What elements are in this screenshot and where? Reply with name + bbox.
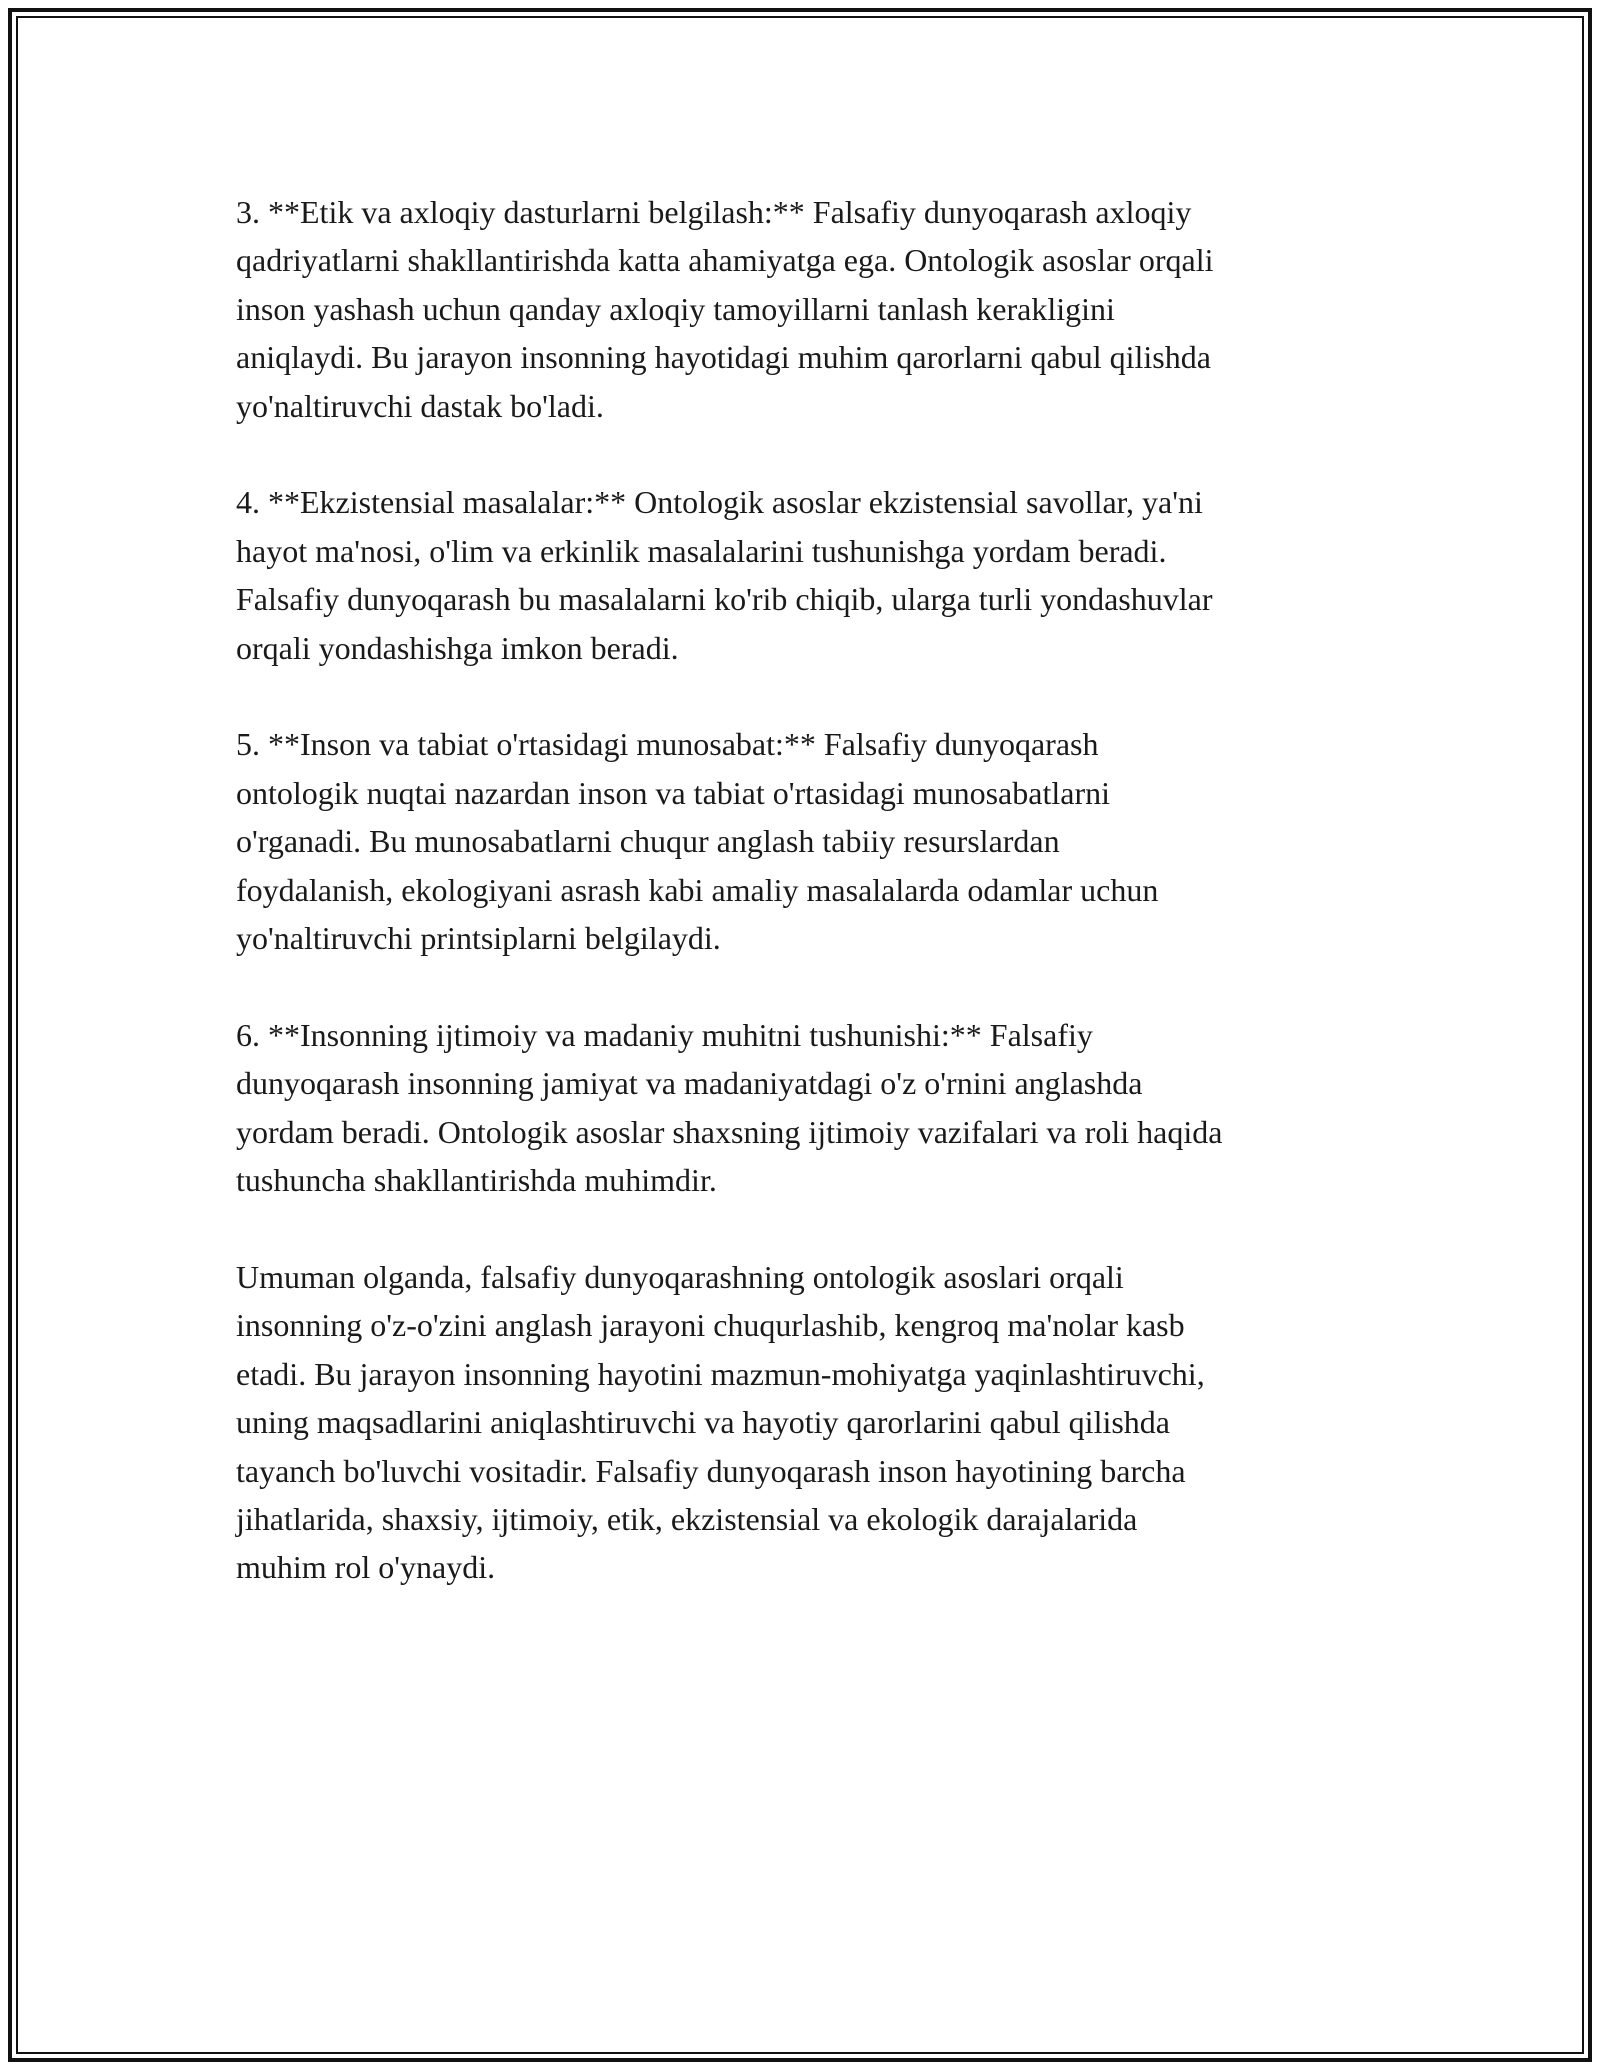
text-line: 4. **Ekzistensial masalalar:** Ontologik asoslar ekzistensial savollar, ya'ni: [236, 484, 1203, 521]
text-line: ontologik nuqtai nazardan inson va tabiat o'rtasidagi munosabatlarni: [236, 774, 1110, 811]
text-line: etadi. Bu jarayon insonning hayotini mazmun-mohiyatga yaqinlashtiruvchi,: [236, 1355, 1205, 1392]
text-line: 6. **Insonning ijtimoiy va madaniy muhitni tushunishi:** Falsafiy: [236, 1016, 1093, 1053]
text-line: uning maqsadlarini aniqlashtiruvchi va hayotiy qarorlarini qabul qilishda: [236, 1404, 1170, 1441]
document-body: [236, 188, 1376, 1640]
text-line: yo'naltiruvchi dastak bo'ladi.: [236, 387, 604, 424]
text-line: hayot ma'nosi, o'lim va erkinlik masalalarini tushunishga yordam beradi.: [236, 532, 1167, 569]
text-line: orqali yondashishga imkon beradi.: [236, 629, 679, 666]
text-line: foydalanish, ekologiyani asrash kabi amaliy masalalarda odamlar uchun: [236, 871, 1159, 908]
text-line: tushuncha shakllantirishda muhimdir.: [236, 1162, 717, 1199]
paragraph-item-5: [236, 720, 1376, 962]
text-line: jihatlarida, shaxsiy, ijtimoiy, etik, ekzistensial va ekologik darajalarida: [236, 1500, 1138, 1537]
text-line: inson yashash uchun qanday axloqiy tamoyillarni tanlash kerakligini: [236, 290, 1115, 327]
text-line: Falsafiy dunyoqarash bu masalalarni ko'rib chiqib, ularga turli yondashuvlar: [236, 581, 1213, 618]
text-line: 5. **Inson va tabiat o'rtasidagi munosabat:** Falsafiy dunyoqarash: [236, 726, 1099, 763]
text-line: aniqlaydi. Bu jarayon insonning hayotidagi muhim qarorlarni qabul qilishda: [236, 339, 1211, 376]
paragraph-item-3: [236, 188, 1376, 430]
paragraph-item-4: [236, 478, 1376, 672]
text-line: yordam beradi. Ontologik asoslar shaxsning ijtimoiy vazifalari va roli haqida: [236, 1113, 1223, 1150]
text-line: Umuman olganda, falsafiy dunyoqarashning ontologik asoslari orqali: [236, 1258, 1124, 1295]
text-line: o'rganadi. Bu munosabatlarni chuqur anglash tabiiy resurslardan: [236, 823, 1060, 860]
text-line: dunyoqarash insonning jamiyat va madaniyatdagi o'z o'rnini anglashda: [236, 1065, 1143, 1102]
paragraph-item-6: [236, 1011, 1376, 1205]
text-line: tayanch bo'luvchi vositadir. Falsafiy dunyoqarash inson hayotining barcha: [236, 1452, 1186, 1489]
text-line: yo'naltiruvchi printsiplarni belgilaydi.: [236, 920, 721, 957]
text-line: 3. **Etik va axloqiy dasturlarni belgilash:** Falsafiy dunyoqarash axloqiy: [236, 194, 1192, 230]
text-line: muhim rol o'ynaydi.: [236, 1549, 496, 1586]
paragraph-conclusion: [236, 1253, 1376, 1592]
text-line: insonning o'z-o'zini anglash jarayoni chuqurlashib, kengroq ma'nolar kasb: [236, 1307, 1185, 1344]
text-line: qadriyatlarni shakllantirishda katta ahamiyatga ega. Ontologik asoslar orqali: [236, 242, 1214, 279]
